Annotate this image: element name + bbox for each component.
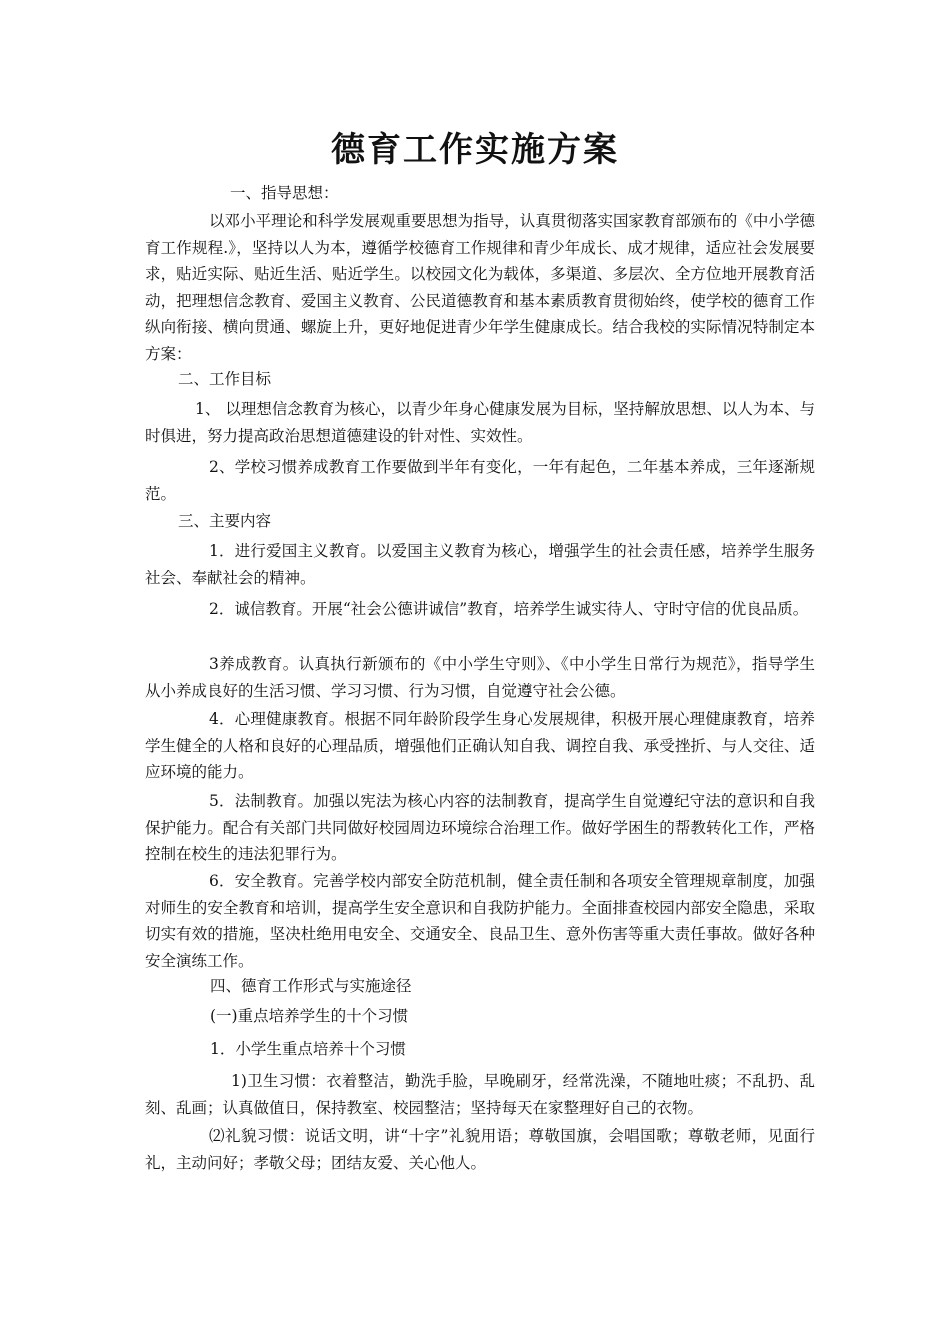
paragraph-goal-1: 1、 以理想信念教育为核心，以青少年身心健康发展为目标，坚持解放思想、以人为本、与时俱进，努力提高政治思想道德建设的针对性、实效性。 [145,400,815,445]
section-heading-guiding-ideology: 一、指导思想： [230,184,339,202]
paragraph-content-1: 1．进行爱国主义教育。以爱国主义教育为核心，增强学生的社会责任感，培养学生服务社会、奉献社会的精神。 [145,542,815,587]
subheading-primary-ten-habits: 1．小学生重点培养十个习惯 [210,1040,406,1058]
paragraph-content-3: 3养成教育。认真执行新颁布的《中小学生守则》、《中小学生日常行为规范》，指导学生从小养成良好的生活习惯、学习习惯、行为习惯，自觉遵守社会公德。 [145,655,815,700]
document-title: 德育工作实施方案 [331,130,619,170]
section-heading-main-content: 三、主要内容 [178,512,272,530]
paragraph-content-6: 6．安全教育。完善学校内部安全防范机制，健全责任制和各项安全管理规章制度，加强对师生的安全教育和培训，提高学生安全意识和自我防护能力。全面排查校园内部安全隐患，采取切实有效的措施，坚决杜绝用电安全、交通安全、良品卫生、意外伤害等重大责任事故。做好各种安全演练工作。 [145,872,815,970]
section-heading-work-goals: 二、工作目标 [178,370,272,388]
paragraph-content-4: 4．心理健康教育。根据不同年龄阶段学生身心发展规律，积极开展心理健康教育，培养学生健全的人格和良好的心理品质，增强他们正确认知自我、调控自我、承受挫折、与人交往、适应环境的能力。 [145,710,815,781]
paragraph-content-5: 5．法制教育。加强以宪法为核心内容的法制教育，提高学生自觉遵纪守法的意识和自我保护能力。配合有关部门共同做好校园周边环境综合治理工作。做好学困生的帮教转化工作，严格控制在校生的违法犯罪行为。 [145,792,815,863]
section-heading-forms-and-approaches: 四、德育工作形式与实施途径 [210,977,412,995]
paragraph-content-2: 2．诚信教育。开展“社会公德讲诚信”教育，培养学生诚实待人、守时守信的优良品质。 [209,600,809,618]
paragraph-guiding-ideology: 以邓小平理论和科学发展观重要思想为指导，认真贯彻落实国家教育部颁布的《中小学德育工作规程.》，坚持以人为本，遵循学校德育工作规律和青少年成长、成才规律，适应社会发展要求，贴近实际、贴近生活、贴近学生。以校园文化为载体，多渠道、多层次、全方位地开展教育活动，把理想信念教育、爱国主义教育、公民道德教育和基本素质教育贯彻始终，使学校的德育工作纵向衔接、横向贯通、螺旋上升，更好地促进青少年学生健康成长。结合我校的实际情况特制定本方案： [145,212,815,363]
paragraph-courtesy-habit: ⑵礼貌习惯：说话文明，讲“十字”礼貌用语；尊敬国旗，会唱国歌；尊敬老师，见面行礼，主动问好；孝敬父母；团结友爱、关心他人。 [145,1127,815,1172]
subheading-ten-habits: (一)重点培养学生的十个习惯 [210,1007,409,1025]
paragraph-goal-2: 2、学校习惯养成教育工作要做到半年有变化，一年有起色，二年基本养成，三年逐渐规范。 [145,458,815,503]
paragraph-hygiene-habit: 1)卫生习惯：衣着整洁，勤洗手脸，早晚刷牙，经常洗澡，不随地吐痰；不乱扔、乱刻、乱画；认真做值日，保持教室、校园整洁；坚持每天在家整理好自己的衣物。 [145,1072,815,1117]
